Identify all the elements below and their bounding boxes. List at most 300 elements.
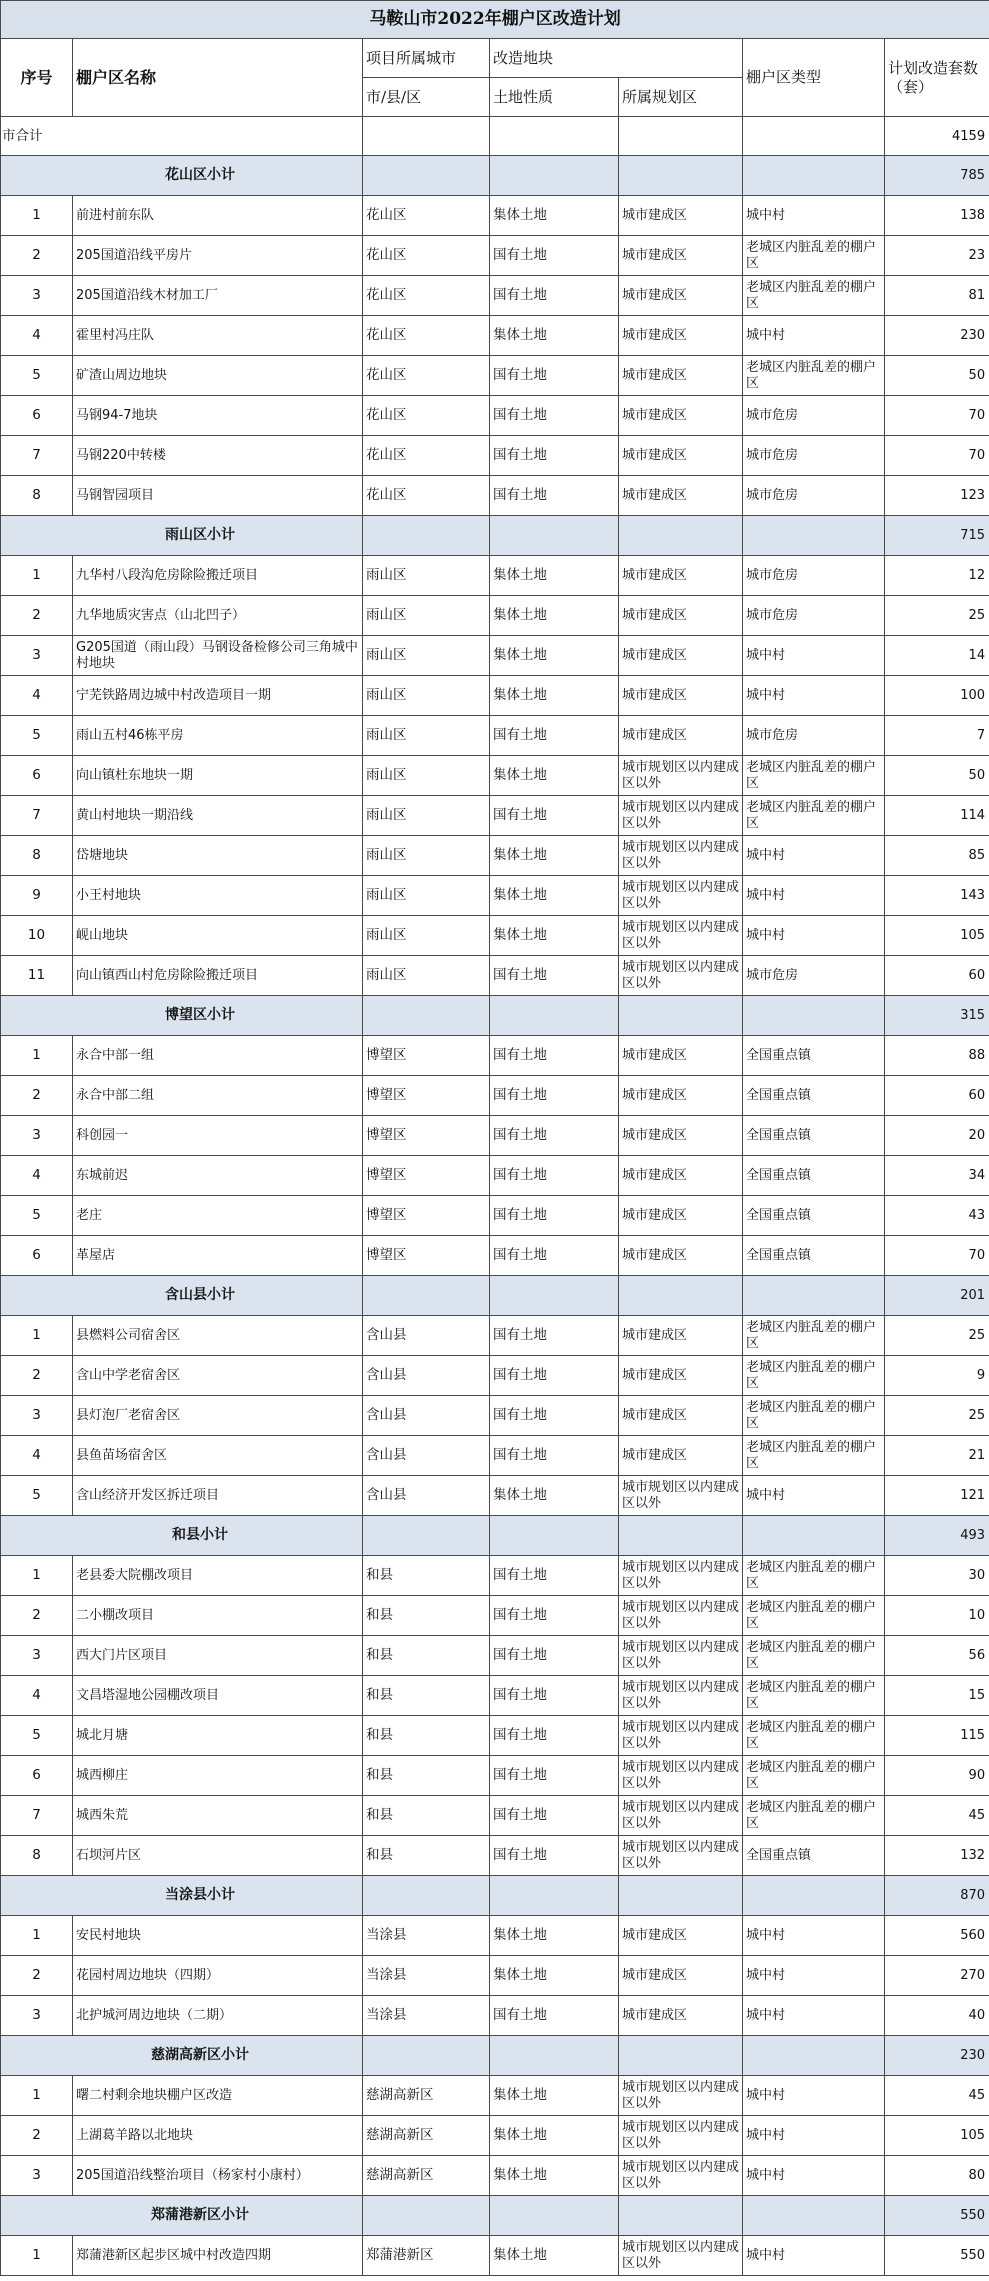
row-land-type: 国有土地 [490, 1196, 619, 1236]
row-seq: 1 [1, 2076, 73, 2116]
row-city: 和县 [363, 1756, 490, 1796]
row-city: 博望区 [363, 1036, 490, 1076]
row-seq: 10 [1, 916, 73, 956]
row-units: 25 [885, 1396, 989, 1436]
row-city: 花山区 [363, 196, 490, 236]
row-city: 和县 [363, 1796, 490, 1836]
table-row [1, 2156, 989, 2196]
row-land-type: 国有土地 [490, 1076, 619, 1116]
table-row [1, 1596, 989, 1636]
row-planning: 城市规划区以内建成区以外 [619, 2116, 743, 2156]
subtotal-row [1, 2036, 989, 2076]
row-seq: 5 [1, 716, 73, 756]
row-city: 当涂县 [363, 1916, 490, 1956]
row-units: 550 [885, 2236, 989, 2276]
row-land-type: 集体土地 [490, 2156, 619, 2196]
table-row [1, 1076, 989, 1116]
row-seq: 4 [1, 676, 73, 716]
row-city: 和县 [363, 1636, 490, 1676]
row-planning: 城市建成区 [619, 1076, 743, 1116]
table-row [1, 1356, 989, 1396]
row-name: 205国道沿线整治项目（杨家村小康村） [73, 2156, 363, 2196]
row-units: 60 [885, 956, 989, 996]
row-units: 138 [885, 196, 989, 236]
row-city: 当涂县 [363, 1956, 490, 1996]
row-seq: 6 [1, 1756, 73, 1796]
row-city: 博望区 [363, 1196, 490, 1236]
row-type: 城市危房 [743, 716, 885, 756]
subtotal-label: 郑蒲港新区小计 [1, 2196, 363, 2236]
row-city: 雨山区 [363, 636, 490, 676]
row-name: 安民村地块 [73, 1916, 363, 1956]
table-row [1, 1796, 989, 1836]
row-land-type: 集体土地 [490, 676, 619, 716]
row-seq: 7 [1, 436, 73, 476]
row-units: 45 [885, 2076, 989, 2116]
row-city: 和县 [363, 1836, 490, 1876]
row-planning: 城市建成区 [619, 1116, 743, 1156]
row-type: 老城区内脏乱差的棚户区 [743, 796, 885, 836]
row-type: 城中村 [743, 1916, 885, 1956]
subtotal-label: 含山县小计 [1, 1276, 363, 1316]
table-row [1, 236, 989, 276]
row-type: 全国重点镇 [743, 1076, 885, 1116]
row-land-type: 国有土地 [490, 1596, 619, 1636]
row-type: 城市危房 [743, 596, 885, 636]
row-planning: 城市建成区 [619, 1396, 743, 1436]
row-units: 90 [885, 1756, 989, 1796]
row-units: 50 [885, 356, 989, 396]
row-units: 81 [885, 276, 989, 316]
row-name: 上湖葛羊路以北地块 [73, 2116, 363, 2156]
row-land-type: 国有土地 [490, 796, 619, 836]
subtotal-label: 雨山区小计 [1, 516, 363, 556]
row-type: 全国重点镇 [743, 1036, 885, 1076]
row-type: 老城区内脏乱差的棚户区 [743, 1796, 885, 1836]
row-seq: 2 [1, 1596, 73, 1636]
subtotal-label: 博望区小计 [1, 996, 363, 1036]
row-seq: 3 [1, 1116, 73, 1156]
row-seq: 1 [1, 1916, 73, 1956]
row-name: 含山中学老宿舍区 [73, 1356, 363, 1396]
row-name: 矿渣山周边地块 [73, 356, 363, 396]
subtotal-units: 715 [885, 516, 989, 556]
row-type: 城中村 [743, 2116, 885, 2156]
row-name: 向山镇西山村危房除险搬迁项目 [73, 956, 363, 996]
row-units: 114 [885, 796, 989, 836]
row-city: 雨山区 [363, 756, 490, 796]
row-planning: 城市建成区 [619, 636, 743, 676]
row-seq: 4 [1, 1156, 73, 1196]
row-units: 34 [885, 1156, 989, 1196]
row-city: 和县 [363, 1676, 490, 1716]
row-seq: 4 [1, 1436, 73, 1476]
row-name: 北护城河周边地块（二期） [73, 1996, 363, 2036]
row-units: 105 [885, 916, 989, 956]
table-row [1, 916, 989, 956]
row-planning: 城市规划区以内建成区以外 [619, 836, 743, 876]
row-type: 老城区内脏乱差的棚户区 [743, 1676, 885, 1716]
row-units: 50 [885, 756, 989, 796]
row-land-type: 国有土地 [490, 1556, 619, 1596]
row-type: 老城区内脏乱差的棚户区 [743, 1556, 885, 1596]
total-units: 4159 [885, 117, 989, 156]
header-city-sub: 市/县/区 [363, 78, 490, 117]
row-planning: 城市建成区 [619, 716, 743, 756]
row-type: 城中村 [743, 836, 885, 876]
row-land-type: 集体土地 [490, 2236, 619, 2276]
row-land-type: 国有土地 [490, 1396, 619, 1436]
subtotal-units: 493 [885, 1516, 989, 1556]
row-planning: 城市建成区 [619, 436, 743, 476]
row-name: 革屋店 [73, 1236, 363, 1276]
row-seq: 8 [1, 476, 73, 516]
subtotal-units: 785 [885, 156, 989, 196]
row-type: 老城区内脏乱差的棚户区 [743, 1436, 885, 1476]
row-planning: 城市建成区 [619, 1436, 743, 1476]
table-row [1, 396, 989, 436]
row-land-type: 国有土地 [490, 1436, 619, 1476]
row-planning: 城市规划区以内建成区以外 [619, 2236, 743, 2276]
row-name: 霍里村冯庄队 [73, 316, 363, 356]
row-units: 88 [885, 1036, 989, 1076]
row-land-type: 集体土地 [490, 1476, 619, 1516]
table-row [1, 2116, 989, 2156]
row-type: 全国重点镇 [743, 1196, 885, 1236]
row-city: 和县 [363, 1596, 490, 1636]
row-land-type: 国有土地 [490, 1676, 619, 1716]
table-row [1, 1036, 989, 1076]
subtotal-units: 201 [885, 1276, 989, 1316]
row-name: 马钢94-7地块 [73, 396, 363, 436]
row-planning: 城市建成区 [619, 476, 743, 516]
row-planning: 城市规划区以内建成区以外 [619, 1716, 743, 1756]
row-planning: 城市规划区以内建成区以外 [619, 1476, 743, 1516]
row-land-type: 集体土地 [490, 1916, 619, 1956]
row-units: 20 [885, 1116, 989, 1156]
row-type: 全国重点镇 [743, 1836, 885, 1876]
row-seq: 3 [1, 276, 73, 316]
row-city: 博望区 [363, 1116, 490, 1156]
row-land-type: 集体土地 [490, 1956, 619, 1996]
row-planning: 城市建成区 [619, 1316, 743, 1356]
row-seq: 7 [1, 796, 73, 836]
row-name: 向山镇杜东地块一期 [73, 756, 363, 796]
row-planning: 城市建成区 [619, 676, 743, 716]
row-type: 老城区内脏乱差的棚户区 [743, 1356, 885, 1396]
row-type: 老城区内脏乱差的棚户区 [743, 236, 885, 276]
row-seq: 1 [1, 556, 73, 596]
row-land-type: 国有土地 [490, 1716, 619, 1756]
row-land-type: 集体土地 [490, 196, 619, 236]
row-name: 205国道沿线平房片 [73, 236, 363, 276]
row-land-type: 国有土地 [490, 436, 619, 476]
row-type: 城中村 [743, 876, 885, 916]
row-seq: 2 [1, 1076, 73, 1116]
row-units: 23 [885, 236, 989, 276]
row-units: 132 [885, 1836, 989, 1876]
row-land-type: 国有土地 [490, 1236, 619, 1276]
header-name: 棚户区名称 [73, 39, 363, 117]
row-planning: 城市建成区 [619, 356, 743, 396]
row-city: 博望区 [363, 1156, 490, 1196]
row-planning: 城市规划区以内建成区以外 [619, 756, 743, 796]
header-type: 棚户区类型 [743, 39, 885, 117]
row-land-type: 国有土地 [490, 1036, 619, 1076]
row-planning: 城市规划区以内建成区以外 [619, 1556, 743, 1596]
row-name: 永合中部二组 [73, 1076, 363, 1116]
table-row [1, 2236, 989, 2276]
row-seq: 3 [1, 636, 73, 676]
row-type: 城中村 [743, 2156, 885, 2196]
subtotal-row [1, 1516, 989, 1556]
row-city: 花山区 [363, 356, 490, 396]
row-planning: 城市建成区 [619, 1356, 743, 1396]
subtotal-units: 230 [885, 2036, 989, 2076]
table-row [1, 596, 989, 636]
table-row [1, 956, 989, 996]
row-seq: 11 [1, 956, 73, 996]
row-units: 123 [885, 476, 989, 516]
row-type: 城中村 [743, 2236, 885, 2276]
row-land-type: 国有土地 [490, 1156, 619, 1196]
row-type: 老城区内脏乱差的棚户区 [743, 1396, 885, 1436]
row-type: 城中村 [743, 676, 885, 716]
row-name: 城西朱荒 [73, 1796, 363, 1836]
row-type: 城中村 [743, 916, 885, 956]
row-units: 100 [885, 676, 989, 716]
row-planning: 城市建成区 [619, 1156, 743, 1196]
row-city: 花山区 [363, 236, 490, 276]
row-seq: 6 [1, 1236, 73, 1276]
row-seq: 4 [1, 1676, 73, 1716]
row-city: 花山区 [363, 316, 490, 356]
row-city: 含山县 [363, 1356, 490, 1396]
table-row [1, 636, 989, 676]
row-name: 科创园一 [73, 1116, 363, 1156]
row-planning: 城市建成区 [619, 236, 743, 276]
table-row [1, 716, 989, 756]
row-name: 县鱼苗场宿舍区 [73, 1436, 363, 1476]
row-city: 博望区 [363, 1076, 490, 1116]
row-planning: 城市规划区以内建成区以外 [619, 916, 743, 956]
row-city: 慈湖高新区 [363, 2076, 490, 2116]
row-type: 老城区内脏乱差的棚户区 [743, 356, 885, 396]
row-city: 和县 [363, 1556, 490, 1596]
row-type: 全国重点镇 [743, 1156, 885, 1196]
row-name: 永合中部一组 [73, 1036, 363, 1076]
subtotal-label: 和县小计 [1, 1516, 363, 1556]
table-row [1, 1676, 989, 1716]
row-seq: 5 [1, 1716, 73, 1756]
row-city: 雨山区 [363, 596, 490, 636]
row-type: 城市危房 [743, 956, 885, 996]
header-city: 项目所属城市 [363, 39, 490, 78]
table-row [1, 756, 989, 796]
row-city: 含山县 [363, 1316, 490, 1356]
table-row [1, 2076, 989, 2116]
header-units: 计划改造套数（套） [885, 39, 989, 117]
row-units: 25 [885, 1316, 989, 1356]
row-units: 230 [885, 316, 989, 356]
row-units: 25 [885, 596, 989, 636]
row-units: 9 [885, 1356, 989, 1396]
row-name: 东城前迟 [73, 1156, 363, 1196]
row-units: 10 [885, 1596, 989, 1636]
row-city: 花山区 [363, 276, 490, 316]
row-name: 黄山村地块一期沿线 [73, 796, 363, 836]
row-land-type: 集体土地 [490, 2116, 619, 2156]
row-type: 城中村 [743, 1956, 885, 1996]
row-seq: 3 [1, 1636, 73, 1676]
subtotal-label: 当涂县小计 [1, 1876, 363, 1916]
row-units: 70 [885, 396, 989, 436]
row-units: 12 [885, 556, 989, 596]
row-name: G205国道（雨山段）马钢设备检修公司三角城中村地块 [73, 636, 363, 676]
row-name: 石坝河片区 [73, 1836, 363, 1876]
row-planning: 城市规划区以内建成区以外 [619, 1676, 743, 1716]
row-planning: 城市规划区以内建成区以外 [619, 2076, 743, 2116]
row-land-type: 国有土地 [490, 236, 619, 276]
row-units: 105 [885, 2116, 989, 2156]
row-planning: 城市规划区以内建成区以外 [619, 1596, 743, 1636]
subtotal-row [1, 1276, 989, 1316]
subtotal-label: 慈湖高新区小计 [1, 2036, 363, 2076]
row-land-type: 国有土地 [490, 1836, 619, 1876]
row-name: 曙二村剩余地块棚户区改造 [73, 2076, 363, 2116]
row-seq: 1 [1, 1036, 73, 1076]
row-type: 城中村 [743, 316, 885, 356]
row-units: 43 [885, 1196, 989, 1236]
row-name: 文昌塔湿地公园棚改项目 [73, 1676, 363, 1716]
table-row [1, 1956, 989, 1996]
row-city: 含山县 [363, 1396, 490, 1436]
row-city: 和县 [363, 1716, 490, 1756]
table-row [1, 1916, 989, 1956]
row-land-type: 国有土地 [490, 956, 619, 996]
table-row [1, 1756, 989, 1796]
row-type: 老城区内脏乱差的棚户区 [743, 276, 885, 316]
row-planning: 城市规划区以内建成区以外 [619, 1836, 743, 1876]
row-type: 城中村 [743, 2076, 885, 2116]
row-name: 岱塘地块 [73, 836, 363, 876]
row-name: 小王村地块 [73, 876, 363, 916]
row-type: 城中村 [743, 636, 885, 676]
table-row [1, 1196, 989, 1236]
subtotal-row [1, 996, 989, 1036]
row-planning: 城市规划区以内建成区以外 [619, 1796, 743, 1836]
row-seq: 5 [1, 1196, 73, 1236]
row-planning: 城市建成区 [619, 1236, 743, 1276]
row-land-type: 国有土地 [490, 1116, 619, 1156]
row-seq: 7 [1, 1796, 73, 1836]
row-name: 马钢220中转楼 [73, 436, 363, 476]
row-seq: 2 [1, 1956, 73, 1996]
row-units: 270 [885, 1956, 989, 1996]
row-city: 郑蒲港新区 [363, 2236, 490, 2276]
row-planning: 城市建成区 [619, 1196, 743, 1236]
row-land-type: 国有土地 [490, 1636, 619, 1676]
row-planning: 城市建成区 [619, 396, 743, 436]
row-land-type: 国有土地 [490, 356, 619, 396]
table-row [1, 1316, 989, 1356]
row-planning: 城市建成区 [619, 316, 743, 356]
row-planning: 城市建成区 [619, 1996, 743, 2036]
row-seq: 3 [1, 1996, 73, 2036]
row-seq: 1 [1, 196, 73, 236]
row-name: 205国道沿线木材加工厂 [73, 276, 363, 316]
row-type: 城市危房 [743, 476, 885, 516]
row-city: 雨山区 [363, 836, 490, 876]
row-seq: 1 [1, 1556, 73, 1596]
row-name: 郑蒲港新区起步区城中村改造四期 [73, 2236, 363, 2276]
row-units: 45 [885, 1796, 989, 1836]
subtotal-row [1, 2196, 989, 2236]
row-units: 14 [885, 636, 989, 676]
row-name: 西大门片区项目 [73, 1636, 363, 1676]
subtotal-units: 550 [885, 2196, 989, 2236]
row-seq: 2 [1, 236, 73, 276]
row-city: 含山县 [363, 1436, 490, 1476]
row-type: 老城区内脏乱差的棚户区 [743, 1756, 885, 1796]
row-seq: 6 [1, 756, 73, 796]
table-row [1, 1396, 989, 1436]
row-name: 老县委大院棚改项目 [73, 1556, 363, 1596]
row-type: 城市危房 [743, 396, 885, 436]
row-land-type: 国有土地 [490, 1356, 619, 1396]
row-planning: 城市建成区 [619, 1956, 743, 1996]
row-seq: 8 [1, 836, 73, 876]
row-seq: 2 [1, 2116, 73, 2156]
row-units: 7 [885, 716, 989, 756]
row-seq: 6 [1, 396, 73, 436]
row-city: 花山区 [363, 396, 490, 436]
row-units: 60 [885, 1076, 989, 1116]
table-row [1, 316, 989, 356]
row-city: 花山区 [363, 436, 490, 476]
row-city: 慈湖高新区 [363, 2116, 490, 2156]
row-type: 城中村 [743, 196, 885, 236]
row-name: 老庄 [73, 1196, 363, 1236]
table-row [1, 1476, 989, 1516]
row-land-type: 国有土地 [490, 1996, 619, 2036]
row-land-type: 国有土地 [490, 276, 619, 316]
table-row [1, 1636, 989, 1676]
row-city: 花山区 [363, 476, 490, 516]
table-row [1, 1996, 989, 2036]
table-row [1, 1836, 989, 1876]
row-type: 老城区内脏乱差的棚户区 [743, 1716, 885, 1756]
table-row [1, 1236, 989, 1276]
table-row [1, 796, 989, 836]
table-row [1, 476, 989, 516]
row-city: 雨山区 [363, 916, 490, 956]
table-row [1, 1556, 989, 1596]
row-seq: 1 [1, 1316, 73, 1356]
row-name: 城西柳庄 [73, 1756, 363, 1796]
row-type: 城中村 [743, 1476, 885, 1516]
row-units: 115 [885, 1716, 989, 1756]
row-land-type: 集体土地 [490, 636, 619, 676]
table-row [1, 436, 989, 476]
row-type: 老城区内脏乱差的棚户区 [743, 1636, 885, 1676]
row-units: 80 [885, 2156, 989, 2196]
row-land-type: 集体土地 [490, 876, 619, 916]
row-planning: 城市建成区 [619, 1036, 743, 1076]
subtotal-row [1, 156, 989, 196]
row-city: 雨山区 [363, 676, 490, 716]
subtotal-row [1, 516, 989, 556]
